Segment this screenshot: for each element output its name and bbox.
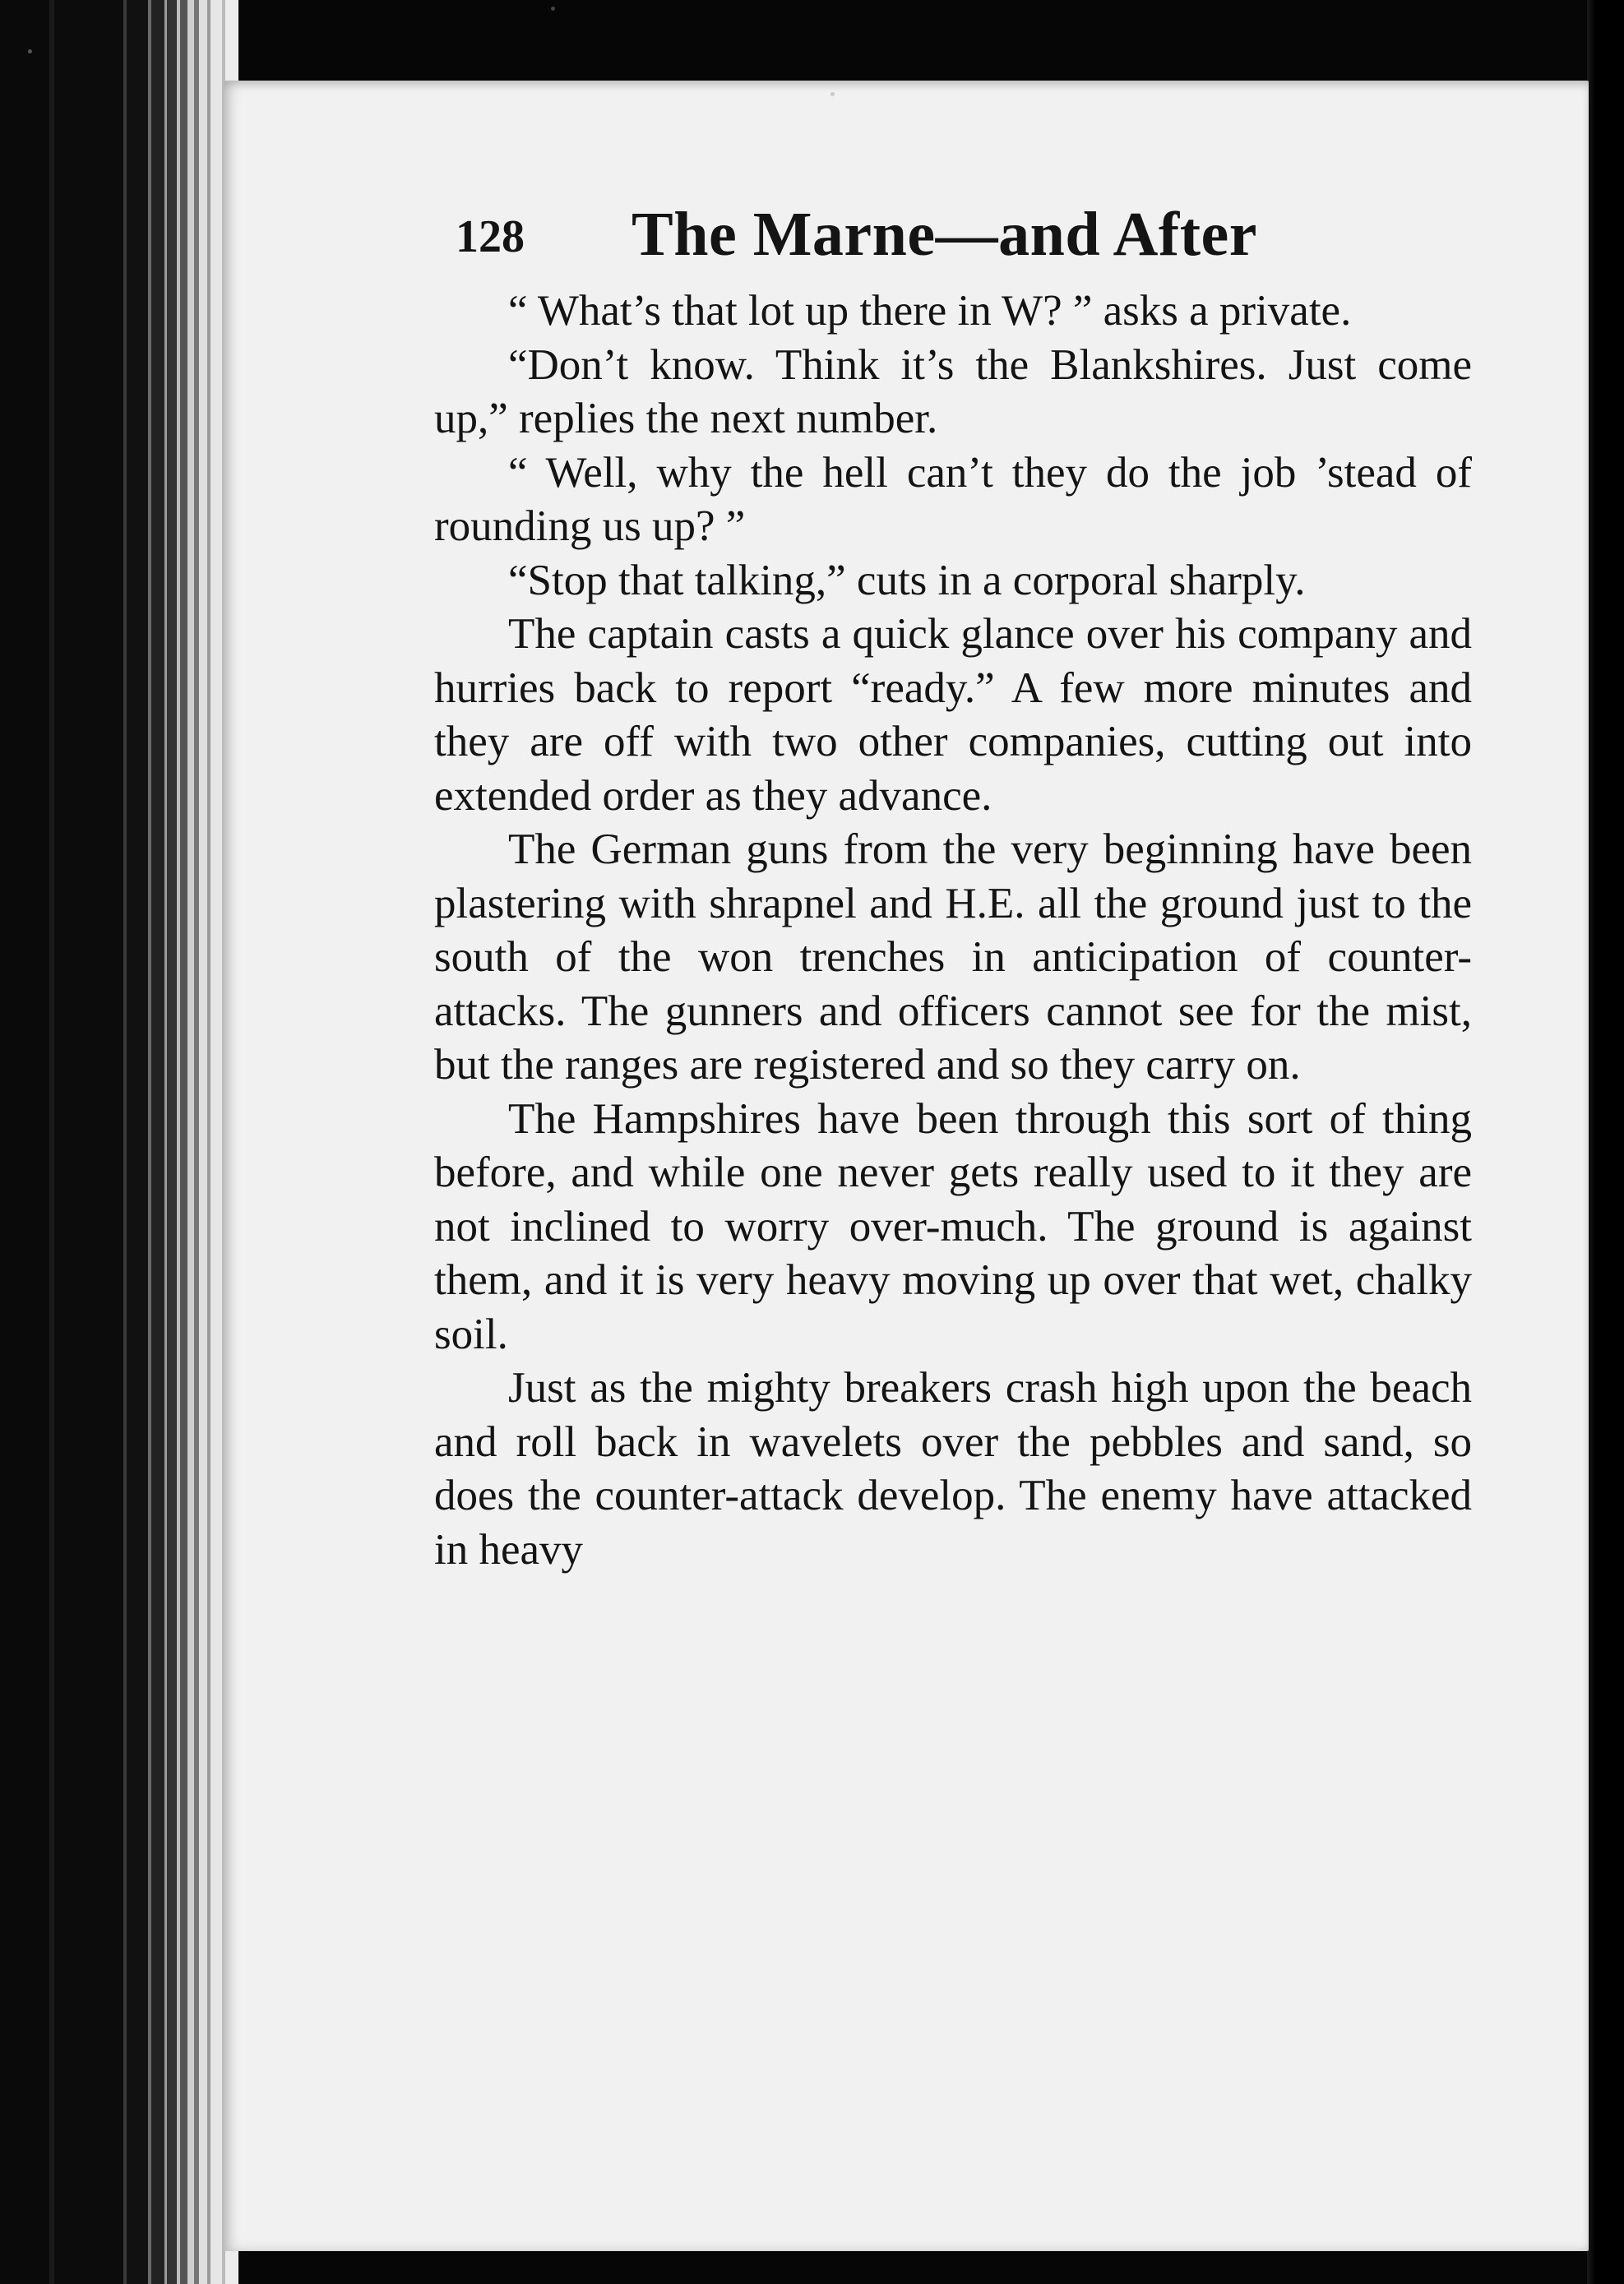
paragraph: Just as the mighty breakers crash high upon the beach and roll back in wavelets over the pebbles and sand, so does the counter-attack develop. The enemy have attacked in heavy <box>434 1364 1472 1574</box>
paragraph: “Stop that talking,” cuts in a corporal sharply. <box>508 556 1306 604</box>
book-binding-edge <box>0 0 238 2284</box>
page-number: 128 <box>456 211 525 262</box>
page-text <box>434 197 1472 1577</box>
scan-right-edge <box>1587 0 1624 2284</box>
paragraph: The captain casts a quick glance over his company and hurries back to report “ready.” A few more minutes and they are off with two other companies, cutting out into extended order as they advance. <box>434 610 1472 820</box>
dust-speck <box>28 49 32 53</box>
dust-speck <box>551 7 555 11</box>
paragraph: The Hampshires have been through this sort of thing before, and while one never gets really used to it they are not inclined to worry over-much. The ground is against them, and it is very heavy moving up over that wet, chalky soil. <box>434 1094 1472 1358</box>
running-head <box>434 197 1472 280</box>
running-title: The Marne—and After <box>632 200 1257 269</box>
dust-speck <box>831 92 835 96</box>
paragraph: “ Well, why the hell can’t they do the job ’stead of rounding us up? ” <box>434 448 1472 550</box>
paragraph: “Don’t know. Think it’s the Blankshires. Just come up,” replies the next number. <box>434 340 1472 442</box>
paragraph: “ What’s that lot up there in W? ” asks a private. <box>508 287 1352 335</box>
paragraph: The German guns from the very beginning have been plastering with shrapnel and H.E. all the ground just to the south of the won trenches in anticipation of counter-attacks. The gunners and officers cannot see for the mist, but the ranges are registered and so they carry on. <box>434 825 1472 1089</box>
